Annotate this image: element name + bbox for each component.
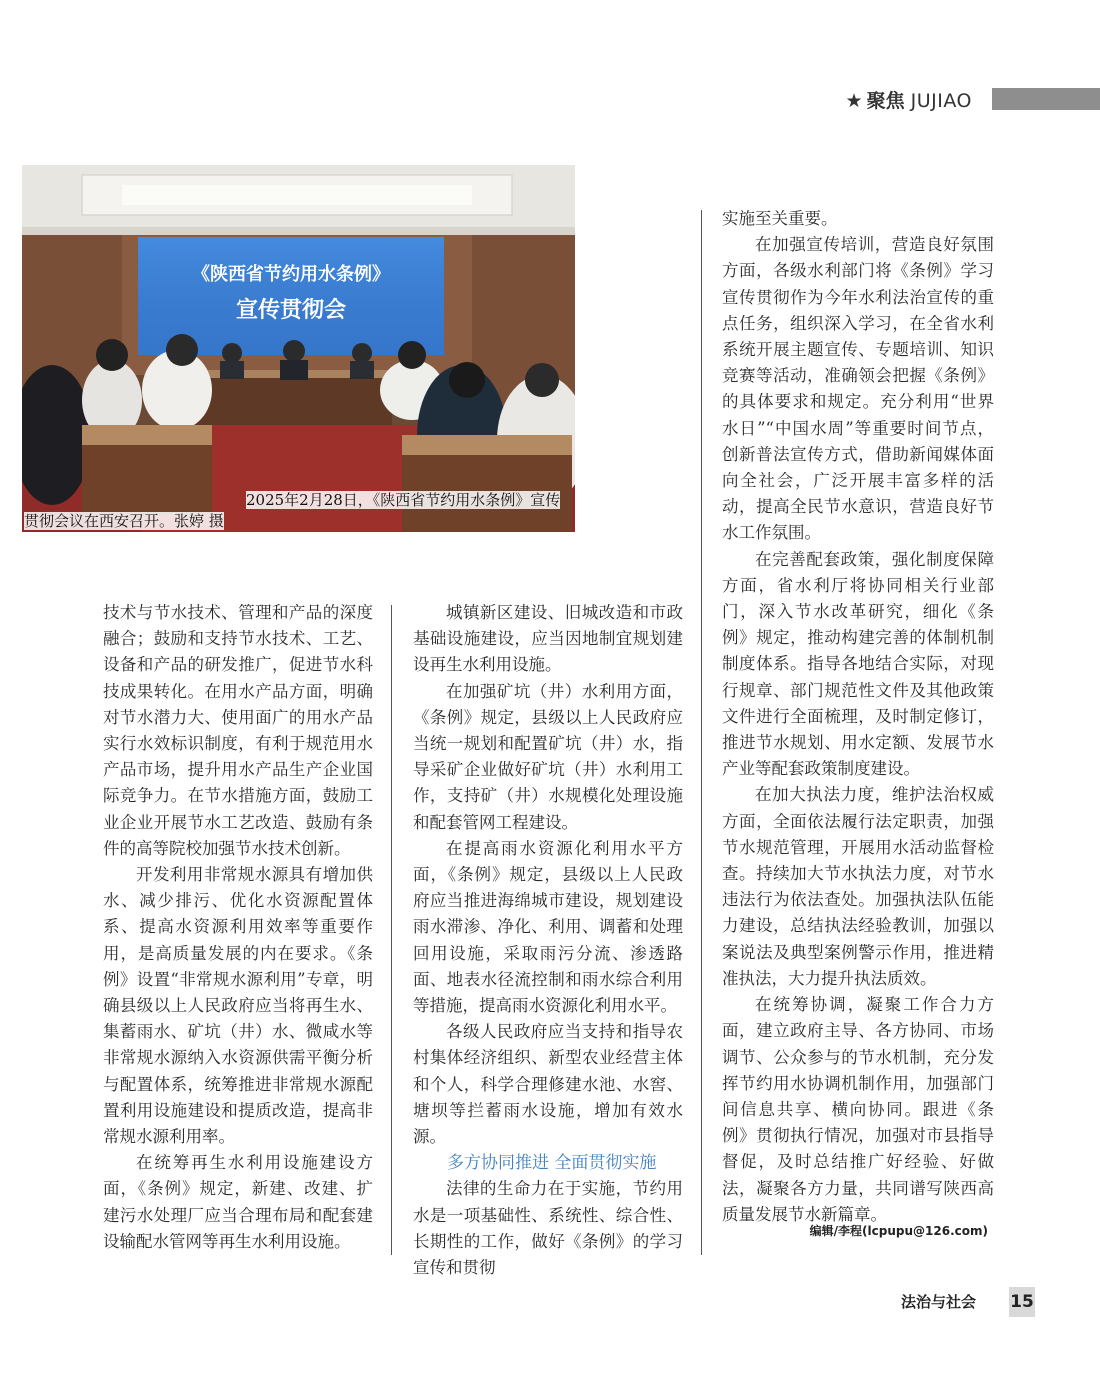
paragraph: 各级人民政府应当支持和指导农村集体经济组织、新型农业经营主体和个人，科学合理修建水池、水窖、塘坝等拦蓄雨水设施，增加有效水源。: [413, 1022, 683, 1147]
section-label: [846, 86, 972, 113]
editor-credit: 编辑/李程(lcpupu@126.com): [809, 1224, 988, 1238]
column-1: [103, 600, 373, 1255]
paragraph: 在加大执法力度，维护法治权威方面，全面依法履行法定职责，加强节水规范管理，开展用水活动监督检查。持续加大节水执法力度，对节水违法行为依法查处。加强执法队伍能力建设，总结执法经验教训，加强以案说法及典型案例警示作用，推进精准执法，大力提升执法质效。: [722, 785, 994, 988]
column-divider: [701, 210, 702, 1255]
paragraph: 在加强宣传培训，营造良好氛围方面，各级水利部门将《条例》学习宣传贯彻作为今年水利法治宣传的重点任务，组织深入学习，在全省水利系统开展主题宣传、专题培训、知识竞赛等活动，准确领会把握《条例》的具体要求和规定。充分利用“世界水日”“中国水周”等重要时间节点，创新普法宣传方式，借助新闻媒体面向全社会，广泛开展丰富多样的活动，提高全民节水意识，营造良好节水工作氛围。: [722, 235, 994, 543]
paragraph: 在完善配套政策，强化制度保障方面，省水利厅将协同相关行业部门，深入节水改革研究，细化《条例》规定，推动构建完善的体制机制制度体系。指导各地结合实际，对现行规章、部门规范性文件及其他政策文件进行全面梳理，及时制定修订，推进节水规划、用水定额、发展节水产业等配套政策制度建设。: [722, 549, 994, 779]
paragraph: 在提高雨水资源化利用水平方面，《条例》规定，县级以上人民政府应当推进海绵城市建设，规划建设雨水滞渗、净化、利用、调蓄和处理回用设施，采取雨污分流、渗透路面、地表水径流控制和雨水综合利用等措施，提高雨水资源化利用水平。: [413, 838, 683, 1016]
paragraph: 实施至关重要。: [722, 209, 838, 228]
column-divider: [391, 605, 392, 1255]
column-3: [722, 206, 994, 1228]
column-2: [413, 600, 683, 1281]
magazine-name: 法治与社会: [901, 1293, 977, 1311]
paragraph: 开发利用非常规水源具有增加供水、减少排污、优化水资源配置体系、提高水资源利用效率等重要作用，是高质量发展的内在要求。《条例》设置“非常规水源利用”专章，明确县级以上人民政府应当将再生水、集蓄雨水、矿坑（井）水、微咸水等非常规水源纳入水资源供需平衡分析与配置体系，统筹推进非常规水源配置利用设施建设和提质改造，提高非常规水源利用率。: [103, 865, 373, 1147]
paragraph: 在加强矿坑（井）水利用方面，《条例》规定，县级以上人民政府应当统一规划和配置矿坑（井）水，指导采矿企业做好矿坑（井）水利用工作，支持矿（井）水规模化处理设施和配套管网工程建设。: [413, 681, 683, 832]
section-title-zh: 聚焦: [866, 89, 905, 112]
header-bar: [992, 88, 1100, 110]
section-title-en: JUJIAO: [910, 89, 972, 112]
section-header: [846, 84, 1100, 114]
paragraph: 技术与节水技术、管理和产品的深度融合；鼓励和支持节水技术、工艺、设备和产品的研发推广，促进节水科技成果转化。在用水产品方面，明确对节水潜力大、使用面广的用水产品实行水效标识制度，有利于规范用水产品市场，提升用水产品生产企业国际竞争力。在节水措施方面，鼓励工业企业开展节水工艺改造、鼓励有条件的高等院校加强节水技术创新。: [103, 603, 373, 858]
conference-illustration: [22, 165, 575, 532]
page-number: 15: [1009, 1287, 1035, 1317]
photo-caption: 2025年2月28日，《陕西省节约用水条例》宣传贯彻会议在西安召开。张婷 摄: [24, 491, 561, 530]
star-icon: ★: [845, 89, 863, 112]
paragraph: 城镇新区建设、旧城改造和市政基础设施建设，应当因地制宜规划建设再生水利用设施。: [413, 603, 683, 675]
subheading: 多方协同推进 全面贯彻实施: [447, 1153, 657, 1174]
paragraph: 法律的生命力在于实施，节约用水是一项基础性、系统性、综合性、长期性的工作，做好《条例》的学习宣传和贯彻: [413, 1179, 683, 1278]
paragraph: 在统筹协调，凝聚工作合力方面，建立政府主导、各方协同、市场调节、公众参与的节水机制，充分发挥节约用水协调机制作用，加强部门间信息共享、横向协同。跟进《条例》贯彻执行情况，加强对市县指导督促，及时总结推广好经验、好做法，凝聚各方力量，共同谱写陕西高质量发展节水新篇章。: [722, 995, 994, 1224]
paragraph: 在统筹再生水利用设施建设方面，《条例》规定，新建、改建、扩建污水处理厂应当合理布局和配套建设输配水管网等再生水利用设施。: [103, 1153, 373, 1251]
screen-title: 《陕西省节约用水条例》: [192, 264, 390, 285]
screen-subtitle: 宣传贯彻会: [235, 297, 347, 323]
conference-photo: [22, 165, 575, 532]
